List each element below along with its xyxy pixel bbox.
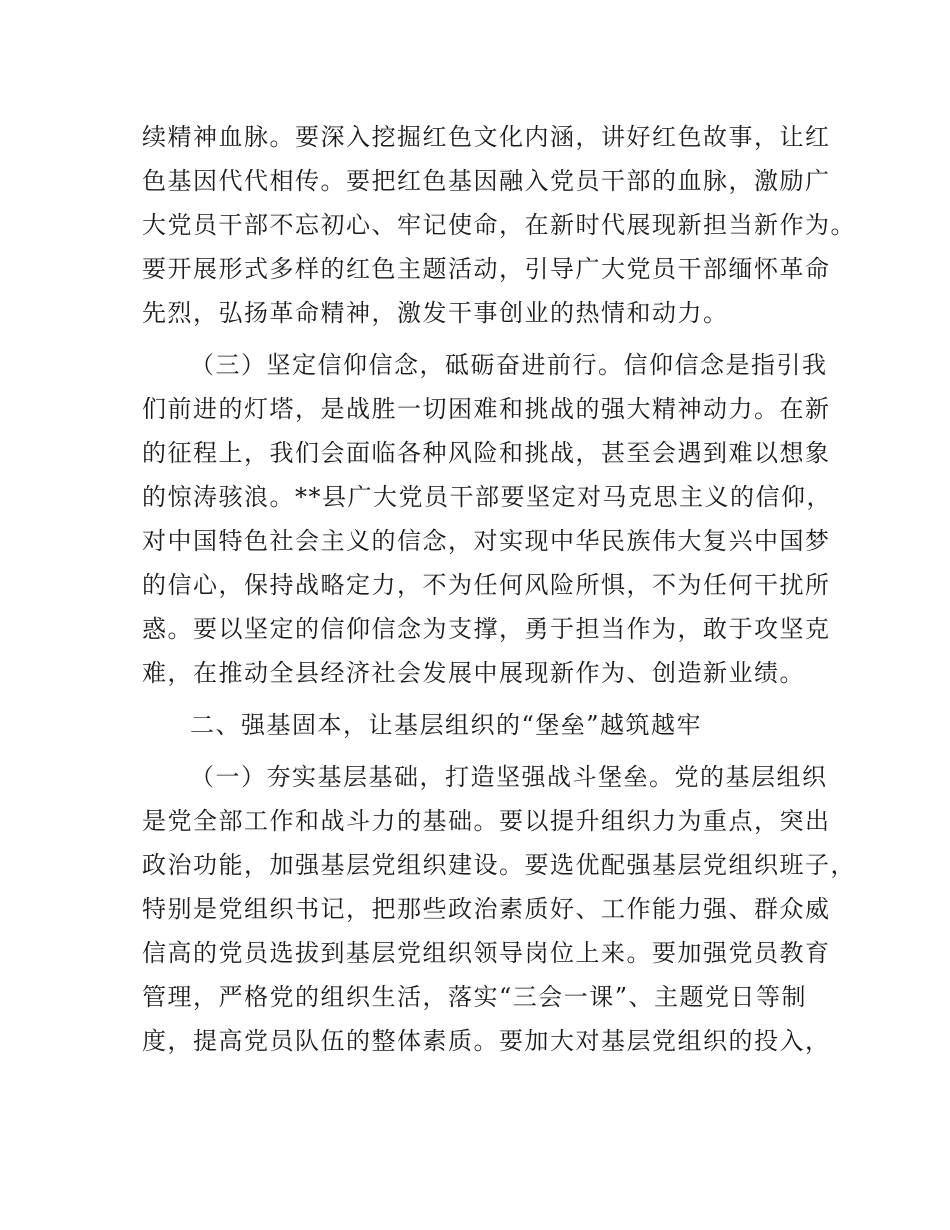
paragraph-line: 政治功能，加强基层党组织建设。要选优配强基层党组织班子， (142, 851, 856, 879)
paragraph-line: 们前进的灯塔，是战胜一切困难和挑战的强大精神动力。在新 (142, 395, 831, 423)
paragraph-line: 大党员干部不忘初心、牢记使命，在新时代展现新担当新作为。 (142, 211, 856, 239)
paragraph-line: 难，在推动全县经济社会发展中展现新作为、创造新业绩。 (142, 659, 805, 687)
paragraph-line: 先烈，弘扬革命精神，激发干事创业的热情和动力。 (142, 299, 729, 327)
paragraph-line: 的惊涛骇浪。**县广大党员干部要坚定对马克思主义的信仰， (142, 483, 832, 511)
paragraph-line: 的信心，保持战略定力，不为任何风险所惧，不为任何干扰所 (142, 571, 831, 599)
paragraph-line: 色基因代代相传。要把红色基因融入党员干部的血脉，激励广 (142, 167, 831, 195)
paragraph-first-line: （三）坚定信仰信念，砥砺奋进前行。信仰信念是指引我 (190, 351, 828, 379)
paragraph-line: 信高的党员选拔到基层党组织领导岗位上来。要加强党员教育 (142, 939, 831, 967)
paragraph-line: 的征程上，我们会面临各种风险和挑战，甚至会遇到难以想象 (142, 439, 831, 467)
paragraph-line: 管理，严格党的组织生活，落实“三会一课”、主题党日等制 (142, 983, 808, 1011)
section-heading: 二、强基固本，让基层组织的“堡垒”越筑越牢 (190, 711, 703, 739)
paragraph-line: 是党全部工作和战斗力的基础。要以提升组织力为重点，突出 (142, 807, 831, 835)
paragraph-line: 对中国特色社会主义的信念，对实现中华民族伟大复兴中国梦 (142, 527, 831, 555)
paragraph-first-line: （一）夯实基层基础，打造坚强战斗堡垒。党的基层组织 (190, 763, 828, 791)
paragraph-line: 续精神血脉。要深入挖掘红色文化内涵，讲好红色故事，让红 (142, 123, 831, 151)
paragraph-line: 惑。要以坚定的信仰信念为支撑，勇于担当作为，敢于攻坚克 (142, 615, 831, 643)
paragraph-line: 特别是党组织书记，把那些政治素质好、工作能力强、群众威 (142, 895, 831, 923)
paragraph-line: 度，提高党员队伍的整体素质。要加大对基层党组织的投入， (142, 1027, 831, 1055)
paragraph-line: 要开展形式多样的红色主题活动，引导广大党员干部缅怀革命 (142, 255, 831, 283)
